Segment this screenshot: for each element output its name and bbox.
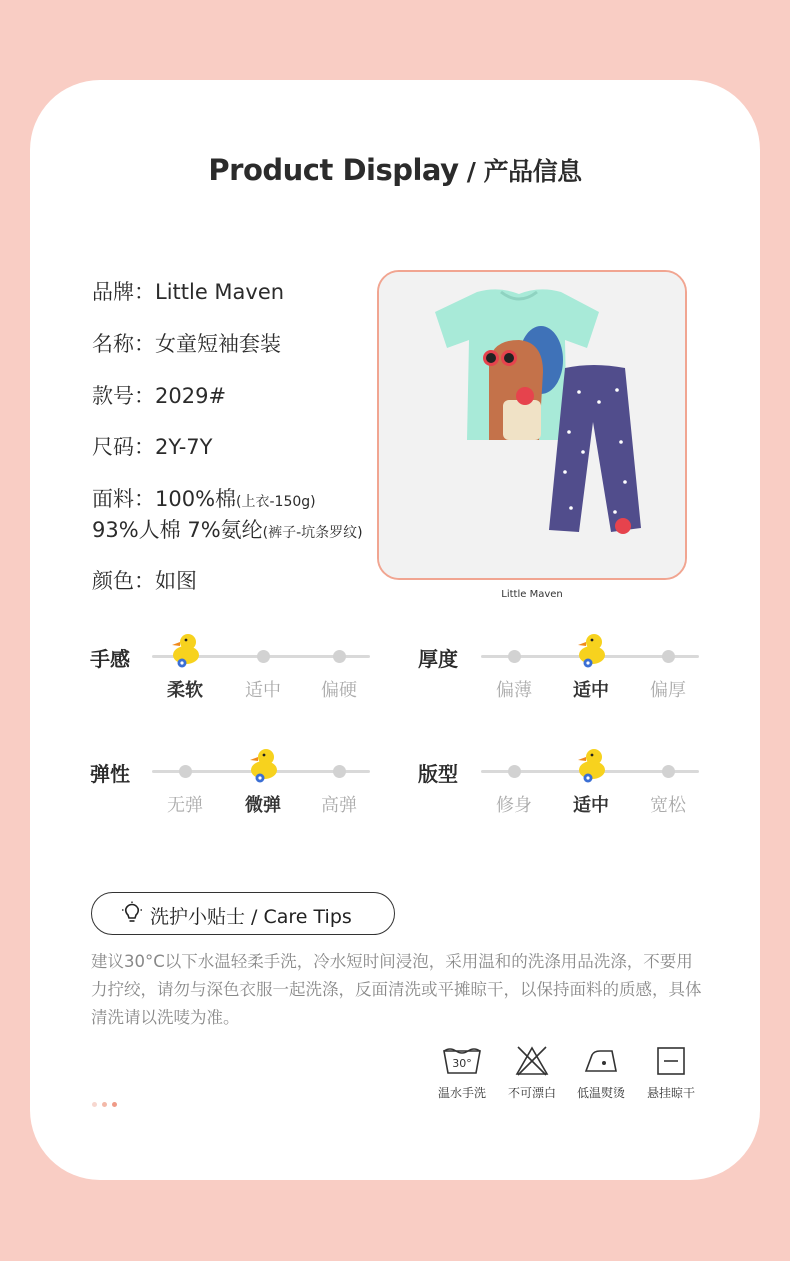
rating-option: 高弹 — [321, 795, 357, 816]
low-iron-icon — [582, 1045, 620, 1077]
rating-option: 无弹 — [167, 795, 203, 816]
spec-fabric: 面料：100%棉(上衣-150g) — [92, 487, 316, 511]
rating-label-elasticity: 弹性 — [90, 762, 130, 786]
spec-color: 颜色：如图 — [92, 569, 197, 593]
rating-dot — [508, 765, 521, 778]
rating-option: 修身 — [496, 795, 532, 816]
page-title: Product Display / 产品信息 — [208, 153, 582, 187]
rating-option: 偏厚 — [650, 680, 686, 701]
duck-marker-icon — [574, 631, 608, 669]
rating-dot — [508, 650, 521, 663]
spec-fabric-line2: 93%人棉 7%氨纶(裤子-坑条罗纹) — [92, 518, 363, 542]
hand-wash-30-icon — [442, 1045, 482, 1077]
duck-marker-icon — [246, 746, 280, 784]
rating-dot — [333, 650, 346, 663]
page-indicator — [92, 1092, 122, 1111]
no-bleach-icon — [514, 1045, 550, 1077]
rating-dot — [333, 765, 346, 778]
rating-option: 柔软 — [167, 680, 203, 701]
rating-option: 适中 — [573, 795, 609, 816]
duck-marker-icon — [574, 746, 608, 784]
care-hang-dry: 悬挂晾干 — [641, 1045, 701, 1101]
rating-option: 微弹 — [245, 795, 281, 816]
rating-label-fit: 版型 — [418, 762, 458, 786]
duck-marker-icon — [168, 631, 202, 669]
care-tips-text: 建议30°C以下水温轻柔手洗，冷水短时间浸泡，采用温和的洗涤用品洗涤，不要用力拧绞，请勿与深色衣服一起洗涤，反面清洗或平摊晾干，以保持面料的质感，具体清洗请以洗唛为准。 — [91, 952, 702, 1027]
rating-option: 适中 — [573, 680, 609, 701]
rating-dot — [179, 765, 192, 778]
hang-dry-icon — [655, 1045, 687, 1077]
rating-label-softness: 手感 — [90, 647, 130, 671]
care-no-bleach: 不可漂白 — [502, 1045, 562, 1101]
rating-dot — [662, 765, 675, 778]
care-tips-title: 洗护小贴士 / Care Tips — [150, 906, 352, 928]
rating-label-thickness: 厚度 — [418, 647, 458, 671]
lightbulb-icon — [120, 901, 144, 925]
spec-name: 名称：女童短袖套装 — [92, 332, 281, 356]
rating-option: 宽松 — [650, 795, 686, 816]
spec-style-no: 款号：2029# — [92, 384, 227, 408]
rating-dot — [662, 650, 675, 663]
care-hand-wash: 30° 温水手洗 — [432, 1045, 492, 1101]
rating-dot — [257, 650, 270, 663]
photo-caption: Little Maven — [501, 589, 563, 600]
spec-size: 尺码：2Y-7Y — [92, 435, 213, 459]
rating-option: 偏薄 — [496, 680, 532, 701]
rating-option: 适中 — [245, 680, 281, 701]
care-tips-header — [91, 892, 395, 935]
svg-text:30°: 30° — [452, 1057, 472, 1070]
spec-brand: 品牌：Little Maven — [92, 280, 285, 304]
care-low-iron: 低温熨烫 — [571, 1045, 631, 1101]
product-photo — [377, 270, 687, 580]
rating-option: 偏硬 — [321, 680, 357, 701]
